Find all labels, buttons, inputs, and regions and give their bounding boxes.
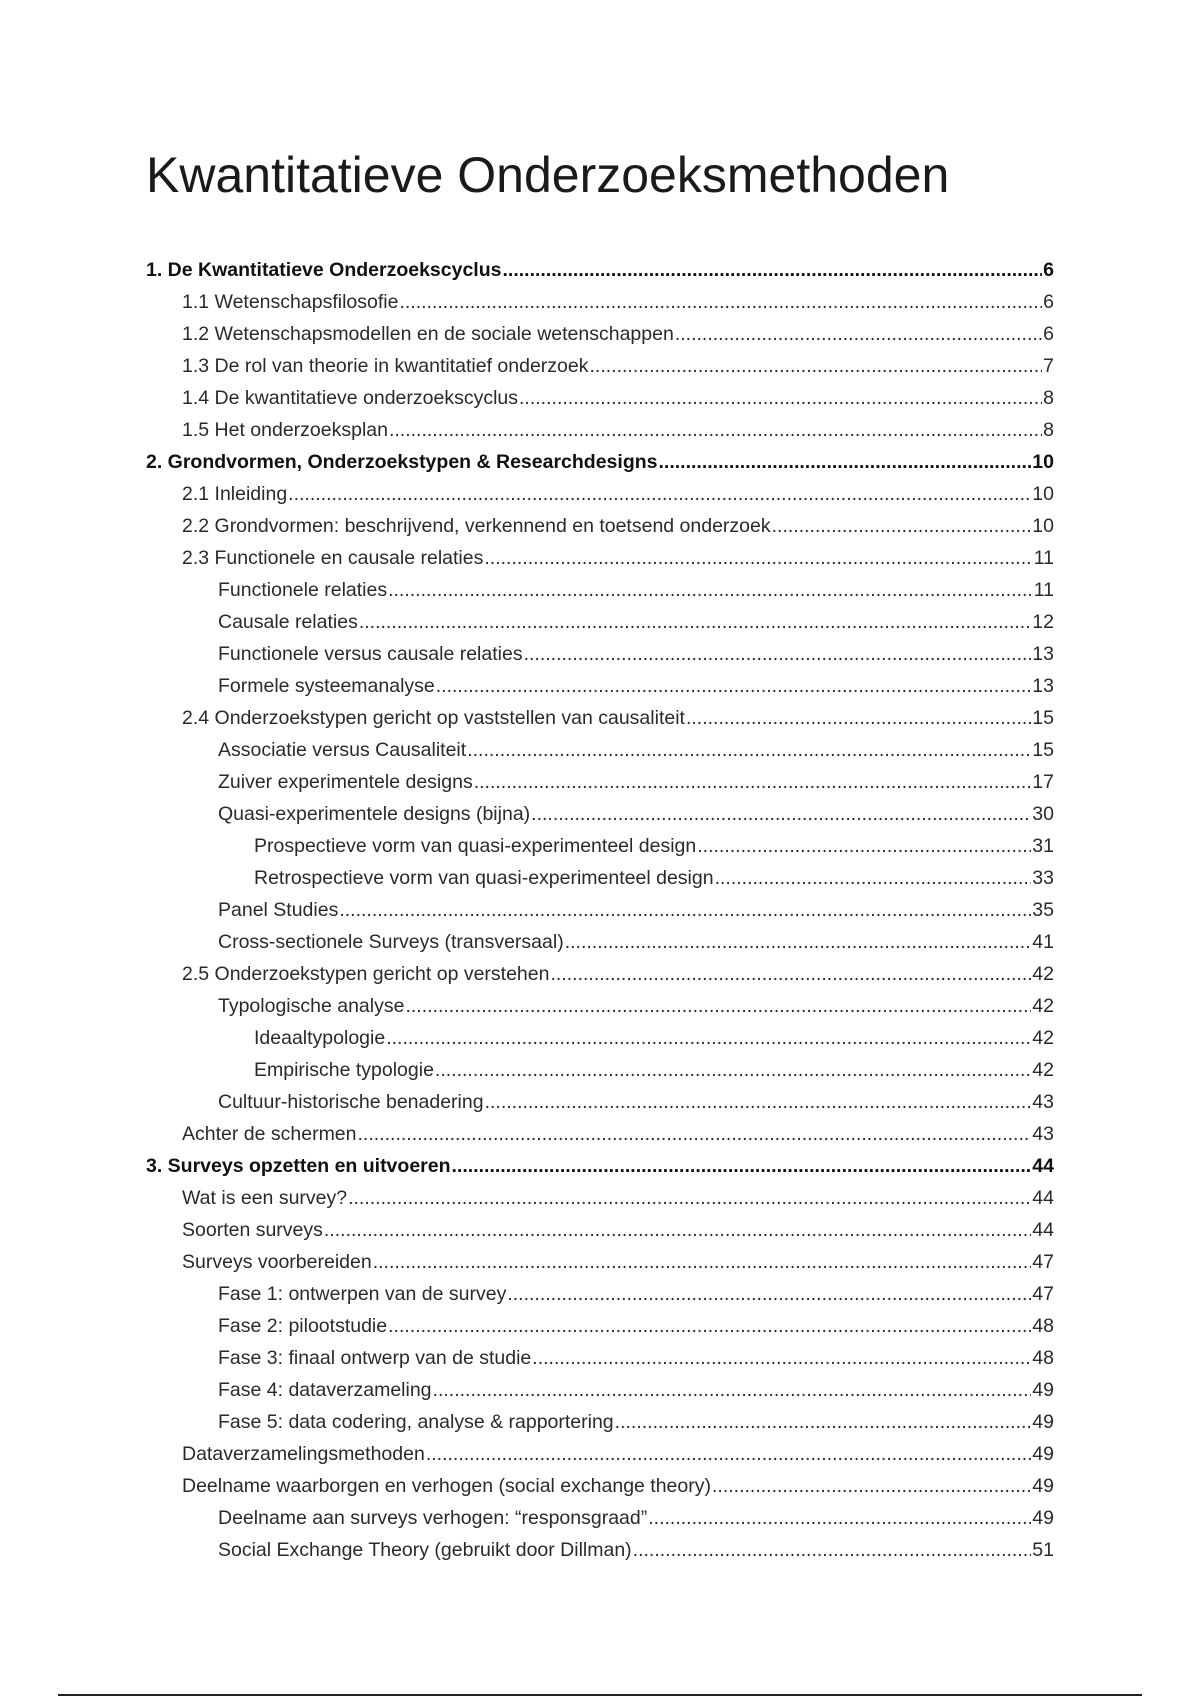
toc-dot-leader <box>675 318 1042 350</box>
toc-entry-label: 1.3 De rol van theorie in kwantitatief onderzoek <box>182 355 589 377</box>
toc-entry-label: Retrospectieve vorm van quasi-experimenteel design <box>254 867 714 889</box>
toc-entry[interactable] <box>146 702 1054 734</box>
toc-entry[interactable] <box>146 894 1054 926</box>
toc-entry-page-number: 31 <box>1032 835 1054 857</box>
table-of-contents <box>146 254 1054 1566</box>
toc-entry[interactable] <box>146 1342 1054 1374</box>
toc-entry-page-number: 49 <box>1032 1475 1054 1497</box>
toc-entry[interactable] <box>146 798 1054 830</box>
toc-dot-leader <box>436 670 1032 702</box>
toc-dot-leader <box>399 286 1042 318</box>
toc-entry[interactable] <box>146 1022 1054 1054</box>
toc-dot-leader <box>633 1534 1032 1566</box>
toc-entry-label: 2.5 Onderzoekstypen gericht op verstehen <box>182 963 550 985</box>
toc-dot-leader <box>565 926 1032 958</box>
toc-dot-leader <box>485 1086 1032 1118</box>
toc-entry-label: Prospectieve vorm van quasi-experimenteel design <box>254 835 697 857</box>
toc-entry-page-number: 15 <box>1032 739 1054 761</box>
toc-entry-page-number: 13 <box>1032 675 1054 697</box>
toc-entry-page-number: 48 <box>1032 1347 1054 1369</box>
toc-dot-leader <box>772 510 1032 542</box>
toc-entry-label: Formele systeemanalyse <box>218 675 435 697</box>
toc-dot-leader <box>339 894 1031 926</box>
toc-entry-page-number: 42 <box>1032 1027 1054 1049</box>
toc-entry-page-number: 15 <box>1032 707 1054 729</box>
toc-dot-leader <box>388 1310 1031 1342</box>
toc-entry[interactable] <box>146 958 1054 990</box>
toc-entry-label: Fase 2: pilootstudie <box>218 1315 388 1337</box>
toc-entry-page-number: 43 <box>1032 1123 1054 1145</box>
toc-entry-label: 1.4 De kwantitatieve onderzoekscyclus <box>182 387 519 409</box>
toc-entry-label: Empirische typologie <box>254 1059 434 1081</box>
toc-entry[interactable] <box>146 670 1054 702</box>
toc-entry-page-number: 49 <box>1032 1507 1054 1529</box>
toc-entry[interactable] <box>146 1310 1054 1342</box>
toc-dot-leader <box>484 542 1032 574</box>
toc-entry-page-number: 12 <box>1032 611 1054 633</box>
toc-entry[interactable] <box>146 542 1054 574</box>
toc-entry[interactable] <box>146 1086 1054 1118</box>
toc-entry-page-number: 44 <box>1032 1219 1054 1241</box>
toc-entry-label: Causale relaties <box>218 611 358 633</box>
toc-dot-leader <box>531 798 1031 830</box>
toc-dot-leader <box>389 414 1042 446</box>
toc-entry-label: 1.5 Het onderzoeksplan <box>182 419 388 441</box>
toc-entry-page-number: 42 <box>1032 1059 1054 1081</box>
toc-entry-label: Social Exchange Theory (gebruikt door Dillman) <box>218 1539 632 1561</box>
toc-dot-leader <box>467 734 1031 766</box>
toc-entry-page-number: 44 <box>1032 1187 1054 1209</box>
toc-dot-leader <box>659 446 1032 478</box>
toc-entry-page-number: 33 <box>1032 867 1054 889</box>
toc-entry-label: 2.3 Functionele en causale relaties <box>182 547 484 569</box>
toc-entry[interactable] <box>146 286 1054 318</box>
toc-dot-leader <box>358 1118 1032 1150</box>
toc-entry-label: Cultuur-historische benadering <box>218 1091 484 1113</box>
toc-entry-label: 2.4 Onderzoekstypen gericht op vaststellen van causaliteit <box>182 707 685 729</box>
toc-entry-label: Achter de schermen <box>182 1123 357 1145</box>
toc-entry-page-number: 17 <box>1032 771 1054 793</box>
toc-entry-label: Panel Studies <box>218 899 339 921</box>
toc-dot-leader <box>405 990 1031 1022</box>
toc-entry-page-number: 42 <box>1032 995 1054 1017</box>
toc-entry[interactable] <box>146 1214 1054 1246</box>
toc-dot-leader <box>507 1278 1031 1310</box>
toc-entry-page-number: 47 <box>1032 1251 1054 1273</box>
toc-entry-label: 1.2 Wetenschapsmodellen en de sociale wetenschappen <box>182 323 674 345</box>
toc-entry-page-number: 11 <box>1033 547 1054 569</box>
toc-entry[interactable] <box>146 830 1054 862</box>
toc-dot-leader <box>589 350 1042 382</box>
toc-entry[interactable] <box>146 1374 1054 1406</box>
toc-entry[interactable] <box>146 574 1054 606</box>
toc-dot-leader <box>615 1406 1032 1438</box>
toc-entry-label: 1. De Kwantitatieve Onderzoekscyclus <box>146 259 502 281</box>
toc-entry-page-number: 42 <box>1032 963 1054 985</box>
toc-entry[interactable] <box>146 1406 1054 1438</box>
toc-entry[interactable] <box>146 1054 1054 1086</box>
toc-entry-page-number: 7 <box>1043 355 1054 377</box>
toc-entry-page-number: 44 <box>1032 1155 1054 1177</box>
toc-dot-leader <box>348 1182 1031 1214</box>
toc-entry[interactable] <box>146 510 1054 542</box>
toc-entry-label: Wat is een survey? <box>182 1187 348 1209</box>
toc-entry-label: 2.2 Grondvormen: beschrijvend, verkennend en toetsend onderzoek <box>182 515 771 537</box>
toc-entry-page-number: 43 <box>1032 1091 1054 1113</box>
toc-entry[interactable] <box>146 318 1054 350</box>
toc-entry-page-number: 49 <box>1032 1443 1054 1465</box>
toc-entry-label: Cross-sectionele Surveys (transversaal) <box>218 931 564 953</box>
toc-entry-label: Dataverzamelingsmethoden <box>182 1443 425 1465</box>
toc-entry[interactable] <box>146 414 1054 446</box>
page-title: Kwantitatieve Onderzoeksmethoden <box>146 147 950 203</box>
toc-entry[interactable] <box>146 926 1054 958</box>
toc-entry-label: Ideaaltypologie <box>254 1027 386 1049</box>
toc-entry-label: 2.1 Inleiding <box>182 483 288 505</box>
toc-entry-label: Surveys voorbereiden <box>182 1251 372 1273</box>
toc-entry-page-number: 41 <box>1032 931 1054 953</box>
toc-dot-leader <box>532 1342 1031 1374</box>
toc-entry[interactable] <box>146 478 1054 510</box>
toc-dot-leader <box>359 606 1031 638</box>
toc-dot-leader <box>426 1438 1031 1470</box>
toc-dot-leader <box>550 958 1031 990</box>
toc-entry[interactable] <box>146 1246 1054 1278</box>
toc-entry-label: 3. Surveys opzetten en uitvoeren <box>146 1155 451 1177</box>
toc-entry-label: Fase 5: data codering, analyse & rapportering <box>218 1411 614 1433</box>
toc-entry-page-number: 49 <box>1032 1411 1054 1433</box>
toc-entry[interactable] <box>146 1278 1054 1310</box>
toc-dot-leader <box>519 382 1042 414</box>
toc-entry[interactable] <box>146 990 1054 1022</box>
toc-entry[interactable] <box>146 1502 1054 1534</box>
toc-entry-page-number: 11 <box>1033 579 1054 601</box>
toc-entry[interactable] <box>146 1118 1054 1150</box>
toc-entry-label: Deelname waarborgen en verhogen (social exchange theory) <box>182 1475 711 1497</box>
toc-entry-label: Typologische analyse <box>218 995 405 1017</box>
toc-entry[interactable] <box>146 1438 1054 1470</box>
toc-entry[interactable] <box>146 382 1054 414</box>
toc-entry-page-number: 8 <box>1043 387 1054 409</box>
toc-dot-leader <box>324 1214 1031 1246</box>
toc-entry-page-number: 49 <box>1032 1379 1054 1401</box>
toc-entry-page-number: 35 <box>1032 899 1054 921</box>
toc-entry[interactable] <box>146 638 1054 670</box>
toc-dot-leader <box>712 1470 1031 1502</box>
toc-entry-page-number: 13 <box>1032 643 1054 665</box>
toc-dot-leader <box>524 638 1032 670</box>
toc-entry-page-number: 6 <box>1043 323 1054 345</box>
toc-entry-label: 2. Grondvormen, Onderzoekstypen & Researchdesigns <box>146 451 658 473</box>
toc-entry[interactable] <box>146 446 1054 478</box>
toc-entry-label: Soorten surveys <box>182 1219 323 1241</box>
toc-entry-label: Fase 1: ontwerpen van de survey <box>218 1283 507 1305</box>
toc-entry[interactable] <box>146 606 1054 638</box>
toc-entry-page-number: 30 <box>1032 803 1054 825</box>
toc-entry[interactable] <box>146 1182 1054 1214</box>
toc-entry-label: Deelname aan surveys verhogen: “responsgraad” <box>218 1507 648 1529</box>
toc-entry-page-number: 10 <box>1032 451 1054 473</box>
toc-entry-page-number: 47 <box>1032 1283 1054 1305</box>
toc-entry-label: Associatie versus Causaliteit <box>218 739 467 761</box>
toc-dot-leader <box>686 702 1031 734</box>
toc-dot-leader <box>502 254 1042 286</box>
toc-entry-label: Fase 4: dataverzameling <box>218 1379 432 1401</box>
toc-entry-label: Zuiver experimentele designs <box>218 771 473 793</box>
toc-entry-page-number: 10 <box>1032 515 1054 537</box>
toc-dot-leader <box>474 766 1032 798</box>
toc-dot-leader <box>452 1150 1032 1182</box>
toc-dot-leader <box>388 574 1033 606</box>
toc-dot-leader <box>715 862 1032 894</box>
toc-entry[interactable] <box>146 862 1054 894</box>
toc-entry[interactable] <box>146 1534 1054 1566</box>
toc-entry[interactable] <box>146 1150 1054 1182</box>
toc-dot-leader <box>648 1502 1031 1534</box>
toc-entry-page-number: 8 <box>1043 419 1054 441</box>
toc-entry-label: Functionele relaties <box>218 579 388 601</box>
toc-dot-leader <box>288 478 1031 510</box>
toc-entry-page-number: 6 <box>1043 259 1054 281</box>
toc-entry-page-number: 48 <box>1032 1315 1054 1337</box>
toc-entry-page-number: 51 <box>1032 1539 1054 1561</box>
toc-entry-page-number: 6 <box>1043 291 1054 313</box>
toc-entry-label: Quasi-experimentele designs (bijna) <box>218 803 531 825</box>
toc-entry-label: 1.1 Wetenschapsfilosofie <box>182 291 399 313</box>
toc-entry[interactable] <box>146 734 1054 766</box>
toc-dot-leader <box>433 1374 1032 1406</box>
toc-entry[interactable] <box>146 1470 1054 1502</box>
page-divider <box>58 1694 1142 1696</box>
toc-entry[interactable] <box>146 766 1054 798</box>
toc-dot-leader <box>386 1022 1031 1054</box>
toc-dot-leader <box>435 1054 1031 1086</box>
toc-entry-page-number: 10 <box>1032 483 1054 505</box>
toc-dot-leader <box>697 830 1031 862</box>
toc-entry[interactable] <box>146 254 1054 286</box>
toc-entry-label: Fase 3: finaal ontwerp van de studie <box>218 1347 532 1369</box>
toc-entry[interactable] <box>146 350 1054 382</box>
toc-dot-leader <box>373 1246 1032 1278</box>
toc-entry-label: Functionele versus causale relaties <box>218 643 523 665</box>
